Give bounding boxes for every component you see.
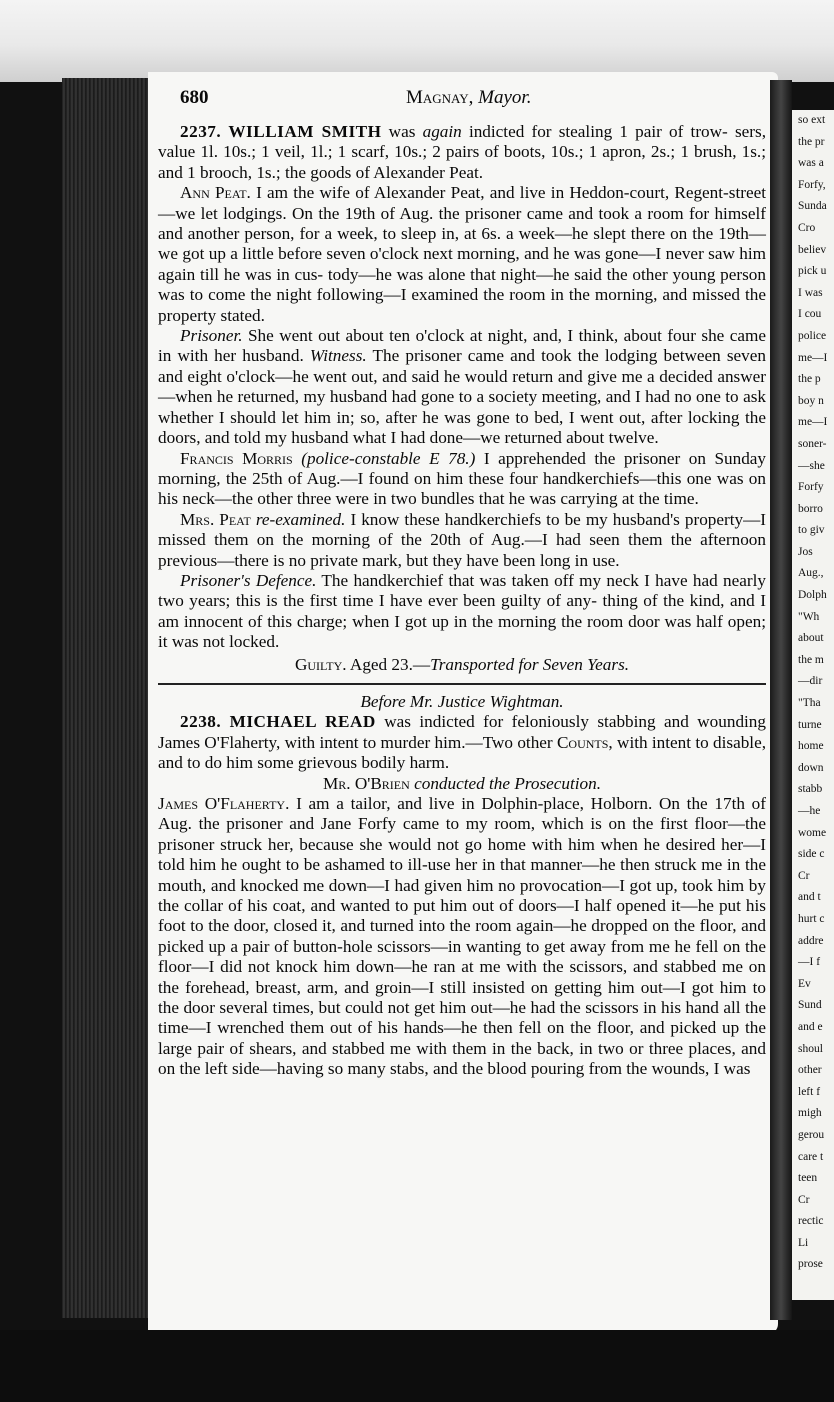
facing-page-line: boy n xyxy=(798,394,824,407)
facing-page-line: me—I xyxy=(798,416,828,429)
facing-page-line: Li xyxy=(798,1236,809,1249)
facing-page-line: believ xyxy=(798,243,827,256)
facing-page-line: Sunda xyxy=(798,200,827,213)
facing-page-line: prose xyxy=(798,1258,823,1271)
facing-page-line: Forfy, xyxy=(798,178,826,191)
facing-page-line: so ext xyxy=(798,114,826,126)
running-header xyxy=(158,88,766,122)
facing-page-line: I was xyxy=(798,286,823,299)
facing-page-line: migh xyxy=(798,1107,822,1120)
facing-page-line: shoul xyxy=(798,1042,823,1055)
facing-page-line: Dolph xyxy=(798,589,827,602)
book-page-edges xyxy=(62,78,150,1318)
prosecution-line: Mr. O'Brien conducted the Prosecution. xyxy=(322,773,602,793)
facing-page-line: "Wh xyxy=(798,610,820,623)
facing-page-line: —he xyxy=(798,805,821,817)
case-2237-indictment: 2237. WILLIAM SMITH was again indicted for stealing 1 pair of trow- sers, value 1l. 10s.; 1 veil, 1l.; 1 scarf, 10s.; 2 pairs of boots, 10s.; 1 apron, 2s.; 1 brush, 1s.; and 1 brooch, 1s.; the goods of Alexander Peat. xyxy=(158,122,766,182)
facing-page-line: the p xyxy=(798,373,821,386)
facing-page-line: rectic xyxy=(798,1215,824,1228)
facing-page-line: pick u xyxy=(798,265,827,278)
facing-page-line: care t xyxy=(798,1150,824,1163)
cross-examination-prisoner: Prisoner. She went out about ten o'clock at night, and, I think, about four she came in with her husband. Witness. The prisoner came and took the lodging between seven and eight o'clock—he went out, and said he would return and give me a decided answer—when he returned, my husband had gone to a society meeting, and I had no one to ask whether I should let him in; so, after he was gone to bed, I went out, after locking the doors, and told my husband what I had done—we returned about twelve. xyxy=(158,326,767,448)
facing-page-line: Cr xyxy=(798,1193,810,1206)
facing-page-line: me—I xyxy=(798,351,828,364)
facing-page-line: stabb xyxy=(798,783,823,796)
facing-page-line: I cou xyxy=(798,308,822,321)
testimony-james-oflaherty: James O'Flaherty. I am a tailor, and live in Dolphin-place, Holborn. On the 17th of Aug. the prisoner and Jane Forfy came to my room, which is on the first floor—the prisoner struck her, because she would not go home with him when he desired her—I told him he ought to be ashamed to ill-use her in that manner—he then struck me in the mouth, and knocked me down—I had given him no provocation—I got up, took him by the collar of his coat, and wanted to put him out of doors—I half opened it—he put his foot to the door, closed it, and turned into the room again—he dropped on the floor, and picked up a pair of button-hole scissors—in wanting to get away from me he fell on the floor—I did not knock him down—he ran at me with the scissors, and stabbed me on the forehead, breast, arm, and groin—I still insisted on getting him out—I got him to the door several times, but could not get him out—he had the scissors in his hand all the time—I wrenched them out of his hands—he then fell on the floor, and picked up the large pair of shears, and stabbed me with them in the back, in two or three places, and on the left side—having so many stabs, and the blood pouring from the wounds, I was xyxy=(158,794,766,1079)
facing-page-line: Aug., xyxy=(798,567,824,580)
verdict-line: Guilty. Aged 23.—Transported for Seven Years. xyxy=(294,654,630,674)
facing-page-line: police xyxy=(798,329,827,342)
facing-page-line: —I f xyxy=(798,956,821,969)
page-content xyxy=(158,88,766,1080)
testimony-mrs-peat-reexamined: Mrs. Peat re-examined. I know these handkerchiefs to be my husband's property—I missed them on the morning of the 20th of Aug.—I had seen them the afternoon previous—there is no private mark, but they have been long in use. xyxy=(158,509,767,570)
facing-page-line: turne xyxy=(798,718,822,731)
facing-page-line: teen xyxy=(798,1172,818,1185)
facing-page-line: other xyxy=(798,1064,822,1077)
section-heading: Before Mr. Justice Wightman. xyxy=(360,691,564,711)
facing-page-line: down xyxy=(798,761,824,774)
facing-page-line: soner- xyxy=(798,437,827,450)
facing-page xyxy=(792,110,834,1300)
facing-page-line: about xyxy=(798,632,824,645)
facing-page-line: and e xyxy=(798,1020,823,1033)
facing-page-line: side c xyxy=(798,848,825,861)
testimony-ann-peat: Ann Peat. I am the wife of Alexander Peat, and live in Heddon-court, Regent-street—we let lodgings. On the 19th of Aug. the prisoner came and took a room for himself and another person, for a week, to sleep in, at 6s. a week—he slept there on the 19th—we got up a little before seven o'clock next morning, and he was gone—I never saw him again till he was in cus- tody—he was alone that night—he said the other young person was to come the night following—I examined the room in the morning, and missed the property stated. xyxy=(158,183,766,325)
section-divider xyxy=(158,683,766,685)
facing-page-line: Cr xyxy=(798,869,810,882)
scan-background xyxy=(0,0,834,82)
facing-page-line: the pr xyxy=(798,135,825,148)
facing-page-line: "Tha xyxy=(798,697,821,710)
page-number: 680 xyxy=(180,87,209,108)
facing-page-line: wome xyxy=(798,826,827,839)
facing-page-line: Sund xyxy=(798,999,822,1012)
case-2238-indictment: 2238. MICHAEL READ was indicted for feloniously stabbing and wounding James O'Flaherty, with intent to murder him.—Two other Counts, with intent to disable, and to do him some grievous bodily harm. xyxy=(158,712,767,773)
facing-page-line: home xyxy=(798,740,824,753)
testimony-francis-morris: Francis Morris (police-constable E 78.) I apprehended the prisoner on Sunday morning, the 25th of Aug.—I found on him these four handkerchiefs—this one was on his neck—the other three were in two bundles that he was carrying at the time. xyxy=(158,448,767,509)
facing-page-line: left f xyxy=(798,1085,821,1098)
facing-page-line: hurt c xyxy=(798,912,825,925)
facing-page-line: the m xyxy=(798,653,824,666)
facing-page-line: was a xyxy=(798,157,824,170)
facing-page-line: Forfy xyxy=(798,481,824,494)
book-gutter xyxy=(770,80,792,1320)
running-title: Magnay, Mayor. xyxy=(406,87,532,108)
scan-bottom-shadow xyxy=(0,1330,834,1402)
facing-page-line: borro xyxy=(798,502,823,515)
facing-page-line: Cro xyxy=(798,221,816,234)
facing-page-line: Ev xyxy=(798,977,811,990)
facing-page-line: gerou xyxy=(798,1128,825,1141)
facing-page-line: to giv xyxy=(798,524,825,537)
facing-page-line: —she xyxy=(798,459,825,472)
facing-page-line: Jos xyxy=(798,545,813,558)
prisoner-defence: Prisoner's Defence. The handkerchief that was taken off my neck I have had nearly two years; this is the first time I have ever been guilty of any- thing of the kind, and I am innocent of this charge; when I got up in the morning the room door was half open; it was not locked. xyxy=(158,570,766,652)
facing-page-line: addre xyxy=(798,934,824,947)
facing-page-line: —dir xyxy=(798,675,823,688)
facing-page-line: and t xyxy=(798,891,821,904)
